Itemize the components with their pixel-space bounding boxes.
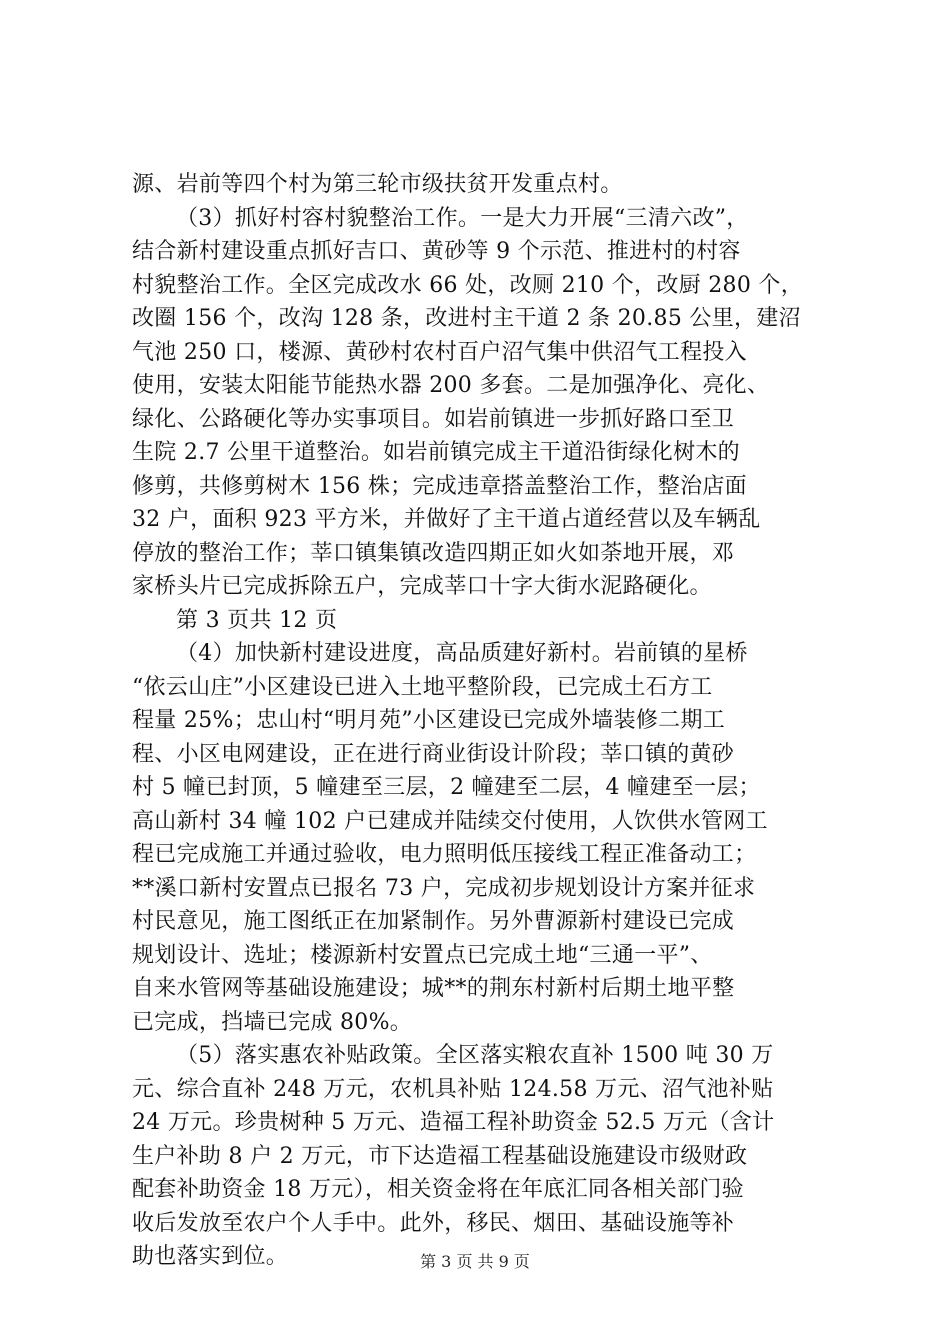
- text-line: 配套补助资金 18 万元），相关资金将在年底汇同各相关部门验: [132, 1177, 744, 1202]
- text-line: 结合新村建设重点抓好吉口、黄砂等 9 个示范、推进村的村容: [132, 239, 741, 264]
- text-line: 停放的整治工作；莘口镇集镇改造四期正如火如荼地开展，邓: [132, 540, 735, 566]
- text-line: （5）落实惠农补贴政策。全区落实粮农直补 1500 吨 30 万: [176, 1043, 774, 1068]
- text-line: 源、岩前等四个村为第三轮市级扶贫开发重点村。: [132, 172, 623, 197]
- text-line: 高山新村 34 幢 102 户已建成并陆续交付使用，人饮供水管网工: [132, 808, 768, 834]
- text-line: 家桥头片已完成拆除五户，完成莘口十字大街水泥路硬化。: [132, 574, 712, 599]
- text-line: 改圈 156 个，改沟 128 条，改进村主干道 2 条 20.85 公里，建沼: [132, 306, 801, 331]
- text-line: 元、综合直补 248 万元，农机具补贴 124.58 万元、沼气池补贴: [132, 1076, 774, 1102]
- text-line: 村民意见，施工图纸正在加紧制作。另外曹源新村建设已完成: [132, 909, 735, 934]
- text-line: 自来水管网等基础设施建设；城**的荆东村新村后期土地平整: [132, 976, 735, 1001]
- text-line: （3）抓好村容村貌整治工作。一是大力开展“三清六改”，: [176, 205, 749, 231]
- text-line: 助也落实到位。: [132, 1244, 289, 1269]
- text-line: 收后发放至农户个人手中。此外，移民、烟田、基础设施等补: [132, 1210, 735, 1236]
- text-line: 绿化、公路硬化等办实事项目。如岩前镇进一步抓好路口至卫: [132, 406, 735, 432]
- text-line: 已完成，挡墙已完成 80%。: [132, 1009, 413, 1035]
- text-line: 第 3 页共 12 页: [176, 607, 338, 633]
- text-line: 程已完成施工并通过验收，电力照明低压接线工程正准备动工；: [132, 842, 757, 867]
- text-line: 气池 250 口，楼源、黄砂村农村百户沼气集中供沼气工程投入: [132, 339, 747, 365]
- text-line: 使用，安装太阳能节能热水器 200 多套。二是加强净化、亮化、: [132, 373, 770, 398]
- text-line: **溪口新村安置点已报名 73 户，完成初步规划设计方案并征求: [132, 875, 756, 901]
- page-footer: 第 3 页 共 9 页: [420, 1252, 530, 1271]
- text-line: 修剪，共修剪树木 156 株；完成违章搭盖整治工作，整治店面: [132, 473, 747, 499]
- text-line: 程、小区电网建设，正在进行商业街设计阶段；莘口镇的黄砂: [132, 741, 735, 767]
- text-line: 村貌整治工作。全区完成改水 66 处，改厕 210 个，改厨 280 个，: [132, 272, 804, 298]
- text-line: 24 万元。珍贵树种 5 万元、造福工程补助资金 52.5 万元（含计: [132, 1110, 775, 1135]
- document-body: [132, 168, 832, 1274]
- text-line: 生户补助 8 户 2 万元，市下达造福工程基础设施建设市级财政: [132, 1143, 748, 1169]
- text-line: 村 5 幢已封顶，5 幢建至三层，2 幢建至二层，4 幢建至一层；: [132, 775, 761, 800]
- text-line: 规划设计、选址；楼源新村安置点已完成土地“三通一平”、: [132, 942, 713, 968]
- text-line: 32 户，面积 923 平方米，并做好了主干道占道经营以及车辆乱: [132, 507, 761, 532]
- text-line: 程量 25%；忠山村“明月苑”小区建设已完成外墙装修二期工: [132, 708, 726, 733]
- text-line: “依云山庄”小区建设已进入土地平整阶段，已完成土石方工: [132, 674, 713, 700]
- text-line: （4）加快新村建设进度，高品质建好新村。岩前镇的星桥: [176, 641, 748, 666]
- text-line: 生院 2.7 公里干道整治。如岩前镇完成主干道沿街绿化树木的: [132, 440, 740, 465]
